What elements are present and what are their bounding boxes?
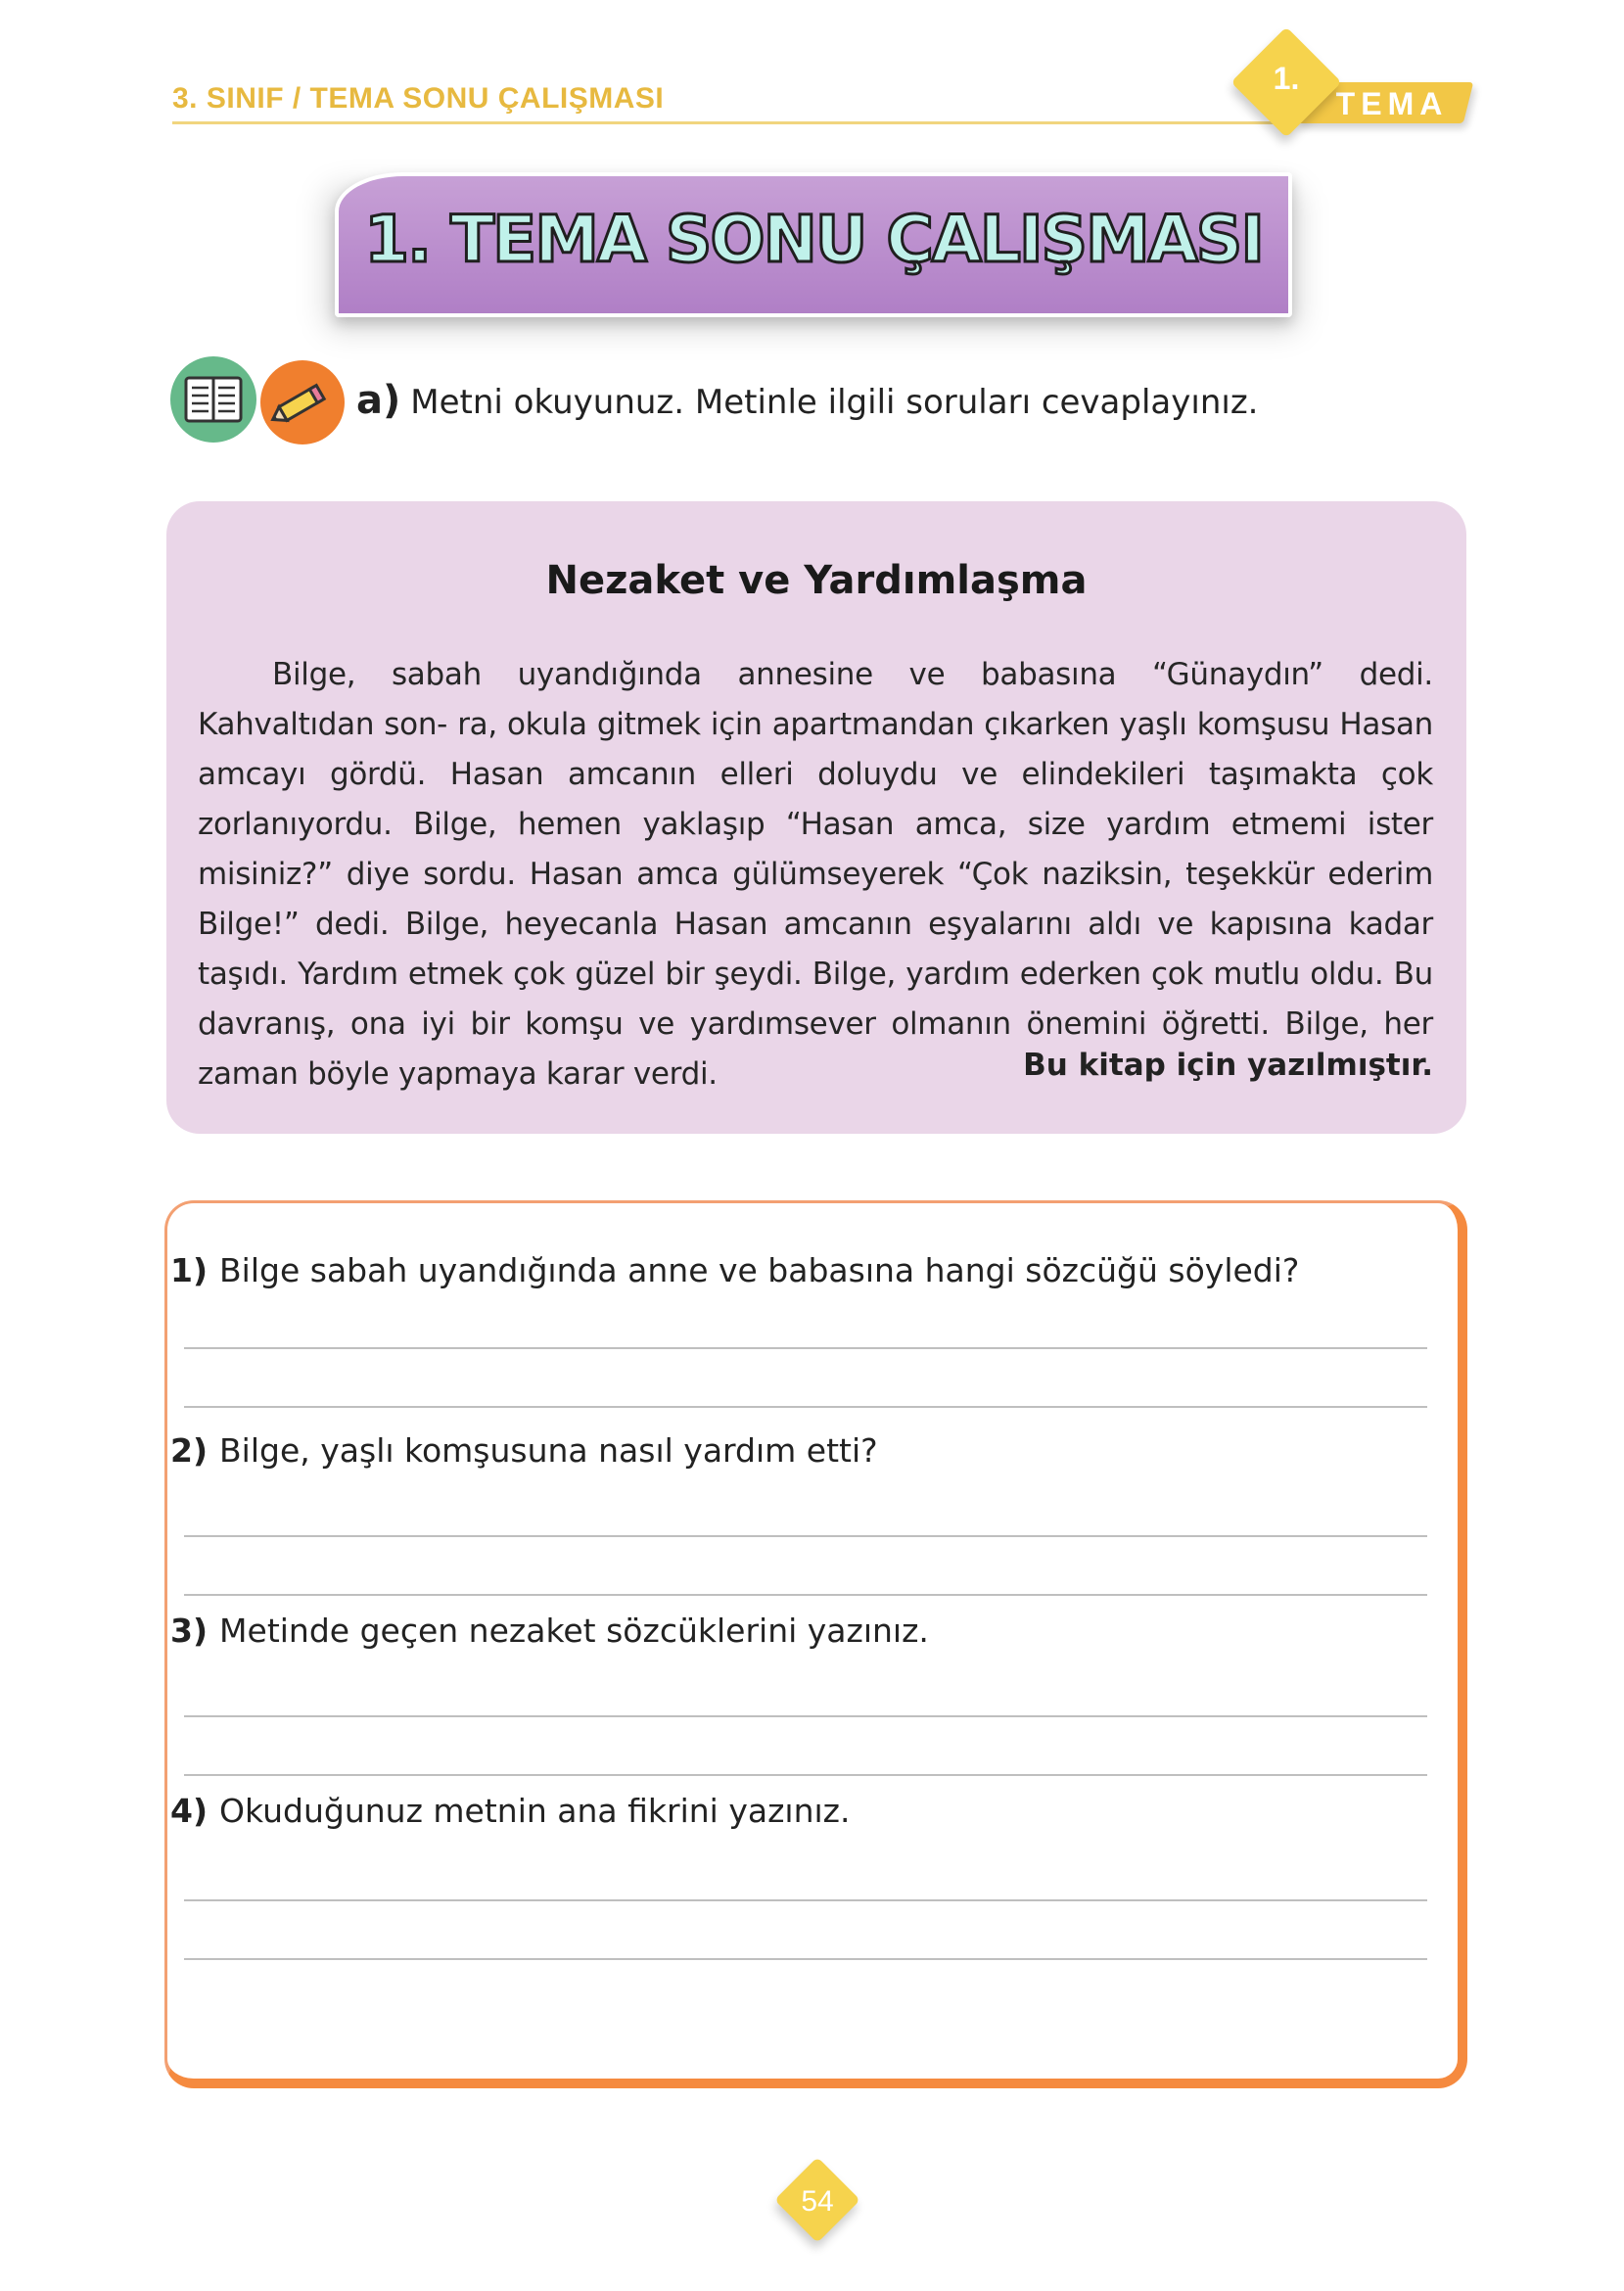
answer-line-3b[interactable] (184, 1774, 1427, 1776)
question-text: Bilge, yaşlı komşusuna nasıl yardım etti? (219, 1431, 878, 1470)
question-3 (170, 1612, 929, 1650)
question-2 (170, 1431, 878, 1470)
answer-line-2a[interactable] (184, 1535, 1427, 1537)
question-1 (170, 1251, 1299, 1289)
instruction-letter: a) (356, 378, 401, 423)
question-number: 4) (170, 1792, 209, 1830)
page-number: 54 (801, 2185, 834, 2218)
answer-line-1a[interactable] (184, 1347, 1427, 1349)
question-number: 1) (170, 1251, 209, 1289)
header-divider (172, 121, 1298, 124)
instruction-text: Metni okuyunuz. Metinle ilgili soruları cevaplayınız. (410, 383, 1259, 422)
tema-number: 1. (1273, 61, 1300, 96)
question-text: Bilge sabah uyandığında anne ve babasına hangi sözcüğü söyledi? (219, 1251, 1300, 1289)
question-text: Okuduğunuz metnin ana fikrini yazınız. (219, 1792, 851, 1830)
answer-line-2b[interactable] (184, 1594, 1427, 1596)
question-4 (170, 1792, 850, 1830)
passage-text: Bilge, sabah uyandığında annesine ve babasına “Günaydın” dedi. Kahvaltıdan son- ra, okula gitmek için apartmandan çıkarken yaşlı komşusu Hasan amcayı gördü. Hasan amcanın elleri doluydu ve elindekileri taşımakta çok zorlanıyordu. Bilge, hemen yaklaşıp “Hasan amca, size yardım etmemi ister misiniz?” diye sordu. Hasan amca gülümseyerek “Çok naziksin, teşekkür ederim Bilge!” dedi. Bilge, heyecanla Hasan amcanın eşyalarını aldı ve kapısına kadar taşıdı. Yardım etmek çok güzel bir şeydi. Bilge, yardım ederken çok mutlu oldu. Bu davranış, ona iyi bir komşu ve yardımsever olmanın önemini öğretti. Bilge, her zaman böyle yapmaya karar verdi. (198, 657, 1433, 1092)
instruction (356, 378, 1258, 423)
page-title: 1. TEMA SONU ÇALIŞMASI (364, 202, 1263, 277)
answer-line-4b[interactable] (184, 1958, 1427, 1960)
answer-line-3a[interactable] (184, 1715, 1427, 1717)
answer-line-1b[interactable] (184, 1406, 1427, 1408)
question-number: 2) (170, 1431, 209, 1470)
passage-title: Nezaket ve Yardımlaşma (545, 558, 1088, 603)
book-icon (170, 356, 256, 443)
tema-word: TEMA (1335, 86, 1449, 121)
question-number: 3) (170, 1612, 209, 1650)
header-label: 3. SINIF / TEMA SONU ÇALIŞMASI (172, 82, 665, 115)
passage-source: Bu kitap için yazılmıştır. (1023, 1048, 1433, 1083)
answer-line-4a[interactable] (184, 1899, 1427, 1901)
question-text: Metinde geçen nezaket sözcüklerini yazınız. (219, 1612, 929, 1650)
pencil-icon (260, 360, 345, 444)
